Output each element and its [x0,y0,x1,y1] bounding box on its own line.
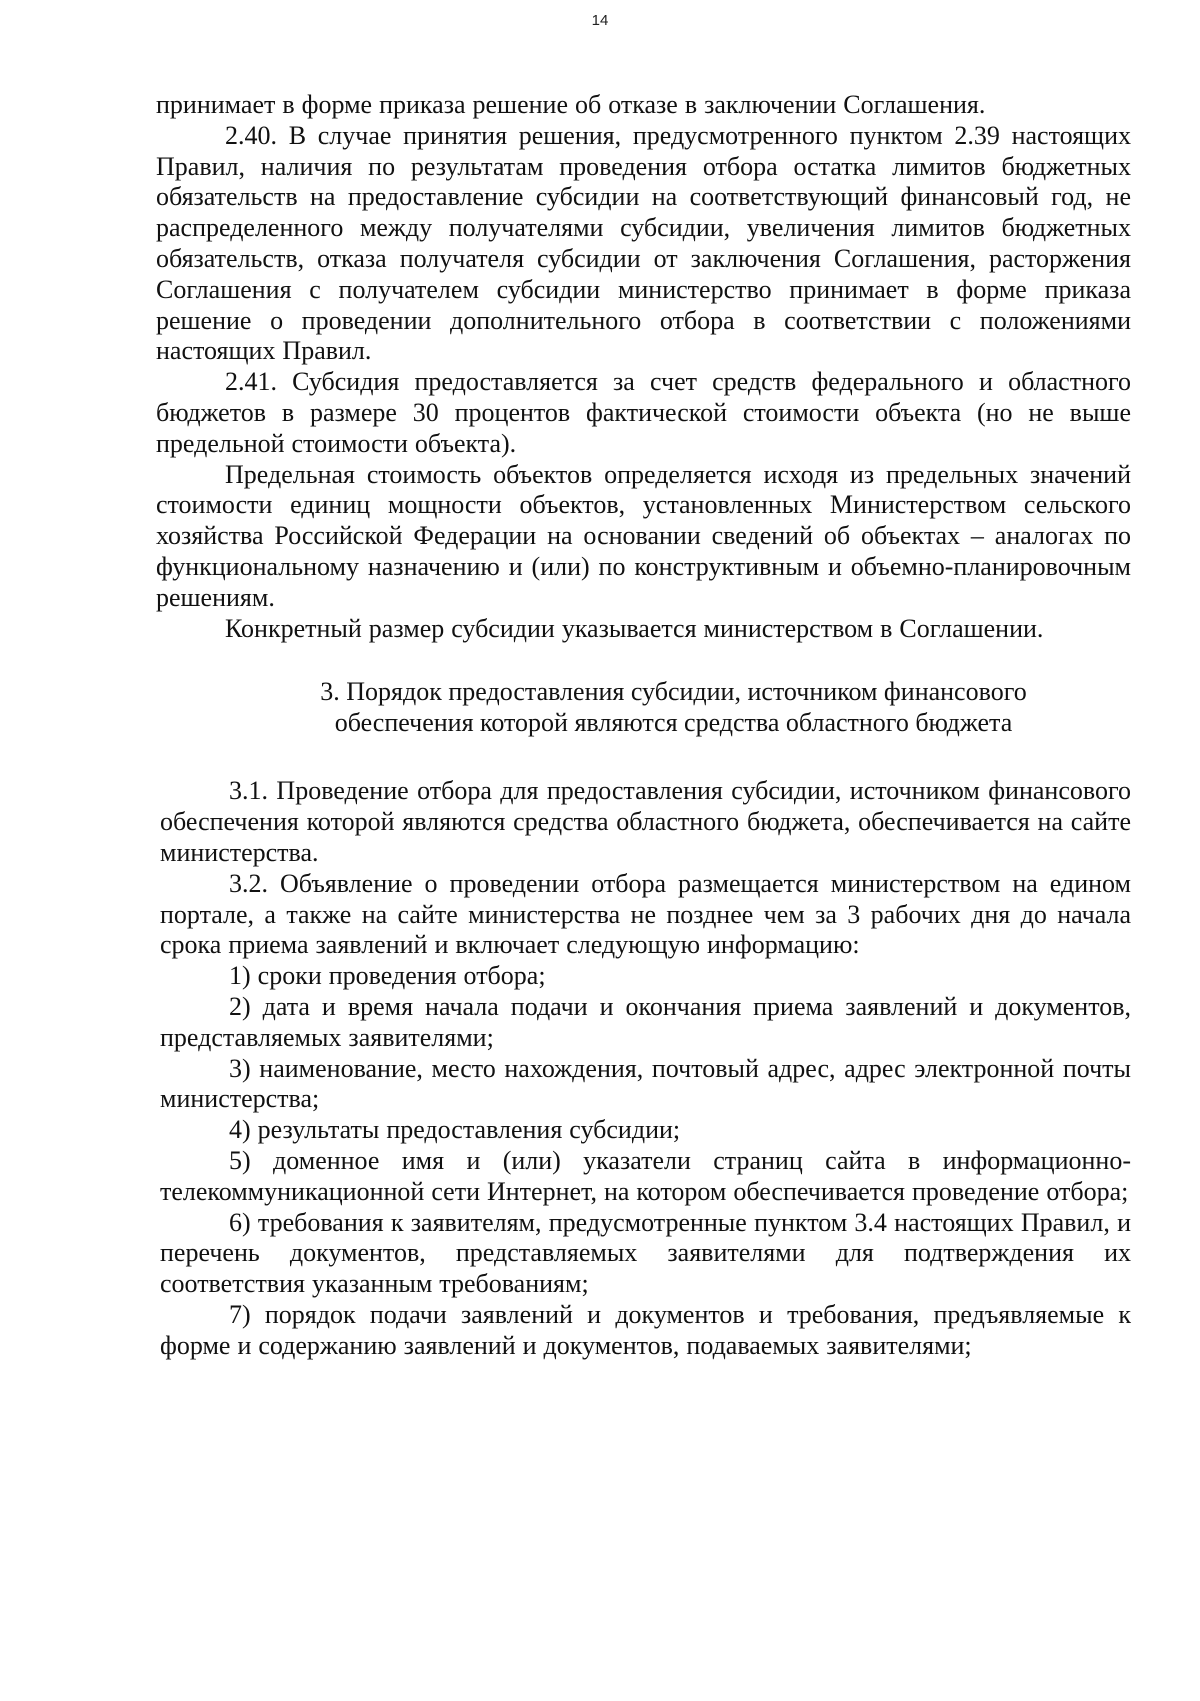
list-item: 1) сроки проведения отбора; [229,961,546,991]
page-number: 14 [591,12,609,29]
section-3-heading-line-2: обеспечения которой являются средства областного бюджета [334,708,1013,738]
paragraph-2-40: 2.40. В случае принятия решения, предусмотренного пунктом 2.39 настоящих Правил, наличия по результатам проведения отбора остатка лимитов бюджетных обязательств на предоставление субсидии на соответствующий финансовый год, не распределенного между получателями субсидии, увеличения лимитов бюджетных обязательств, отказа получателя субсидии от заключения Соглашения, расторжения Соглашения с получателем субсидии министерство принимает в форме приказа решение о проведении дополнительного отбора в соответствии с положениями настоящих Правил. [156,120,1131,366]
list-item: 7) порядок подачи заявлений и документов и требования, предъявляемые к форме и содержанию заявлений и документов, подаваемых заявителями; [160,1299,1131,1360]
list-item: 2) дата и время начала подачи и окончания приема заявлений и документов, представляемых заявителями; [160,991,1131,1052]
section-3-heading [156,676,1131,738]
paragraph-3-2: 3.2. Объявление о проведении отбора размещается министерством на едином портале, а также на сайте министерства не позднее чем за 3 рабочих дня до начала срока приема заявлений и включает следующую информацию: [160,868,1131,960]
paragraph-2-39-tail: принимает в форме приказа решение об отказе в заключении Соглашения. [156,90,986,119]
list-item: 4) результаты предоставления субсидии; [229,1115,681,1145]
list-item: 6) требования к заявителям, предусмотренные пунктом 3.4 настоящих Правил, и перечень документов, представляемых заявителями для подтверждения их соответствия указанным требованиям; [160,1207,1131,1299]
list-item: 3) наименование, место нахождения, почтовый адрес, адрес электронной почты министерства; [160,1053,1131,1114]
section-3-heading-line-1: 3. Порядок предоставления субсидии, источником финансового [320,677,1027,707]
document-body [156,90,1131,1361]
section-3-body [160,776,1131,1361]
paragraph-max-cost: Предельная стоимость объектов определяется исходя из предельных значений стоимости единиц мощности объектов, установленных Министерством сельского хозяйства Российской Федерации на основании сведений об объектах – аналогах по функциональному назначению и (или) по конструктивным и объемно-планировочным решениям. [156,459,1131,612]
paragraph-3-1: 3.1. Проведение отбора для предоставления субсидии, источником финансового обеспечения которой являются средства областного бюджета, обеспечивается на сайте министерства. [160,776,1131,867]
list-item: 5) доменное имя и (или) указатели страниц сайта в информационно-телекоммуникационной сети Интернет, на котором обеспечивается проведение отбора; [160,1145,1131,1206]
paragraph-2-41: 2.41. Субсидия предоставляется за счет средств федерального и областного бюджетов в размере 30 процентов фактической стоимости объекта (но не выше предельной стоимости объекта). [156,367,1131,458]
paragraph-subsidy-amount: Конкретный размер субсидии указывается министерством в Соглашении. [225,613,1044,643]
